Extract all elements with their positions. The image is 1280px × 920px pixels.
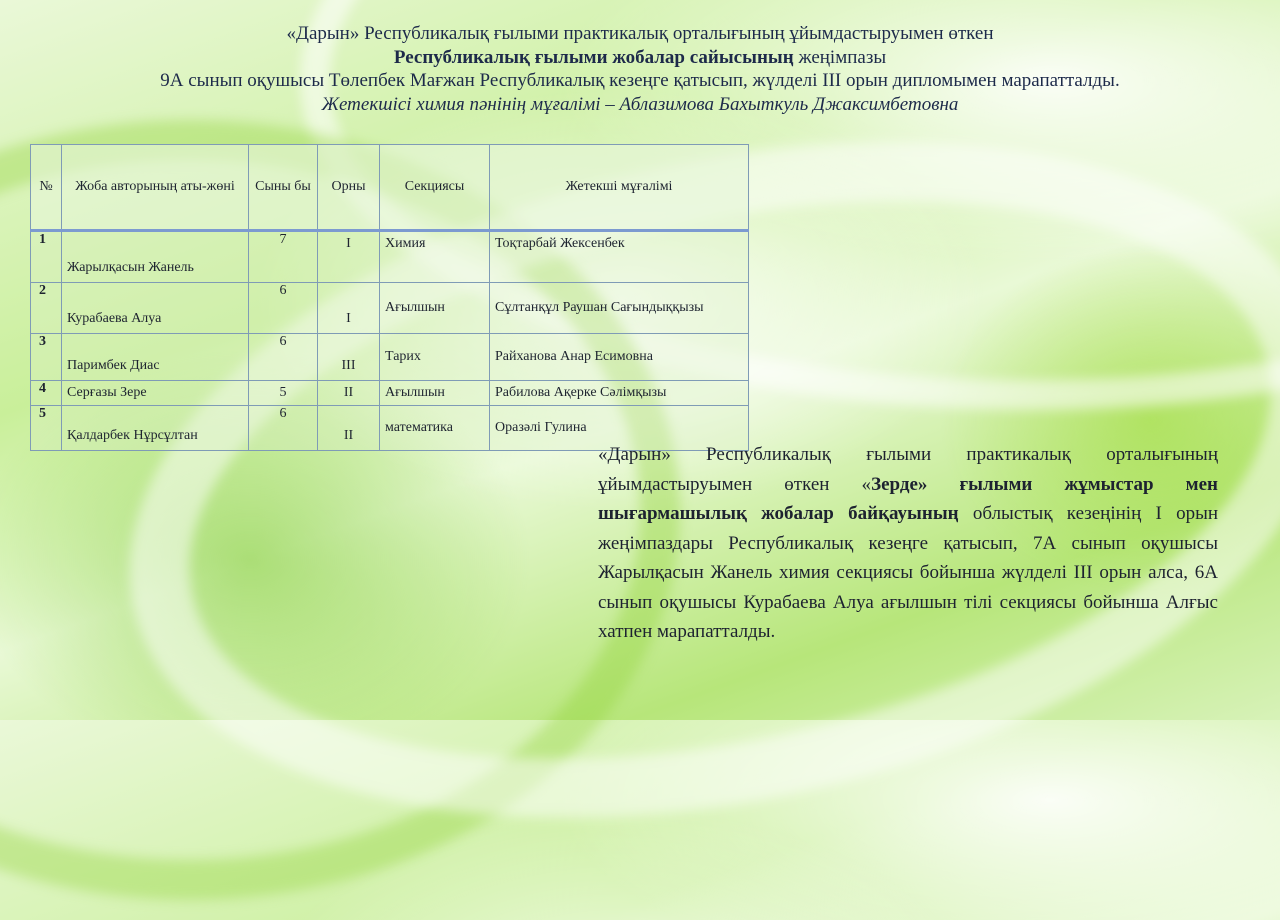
- cell-section: Ағылшын: [380, 283, 490, 334]
- cell-supervisor: Сұлтанқұл Раушан Сағындыққызы: [490, 283, 749, 334]
- header-line-4: [0, 93, 1280, 117]
- cell-supervisor: Рабилова Ақерке Сәлімқызы: [490, 381, 749, 406]
- cell-num: 3: [31, 334, 62, 381]
- slide-header: [0, 22, 1280, 116]
- col-header-place: Орны: [318, 145, 380, 231]
- cell-supervisor: Оразәлі Гулина: [490, 406, 749, 451]
- table-row: [31, 283, 749, 334]
- cell-place: I: [318, 283, 380, 334]
- col-header-supervisor: Жетекші мұғалімі: [490, 145, 749, 231]
- cell-place: I: [318, 231, 380, 283]
- cell-num: 1: [31, 231, 62, 283]
- cell-section: Тарих: [380, 334, 490, 381]
- cell-class: 6: [249, 283, 318, 334]
- col-header-num: №: [31, 145, 62, 231]
- cell-num: 5: [31, 406, 62, 451]
- cell-num: 2: [31, 283, 62, 334]
- header-line-1: «Дарын» Республикалық ғылыми практикалық орталығының ұйымдастыруымен өткен: [286, 23, 994, 44]
- header-supervisor: Жетекшісі химия пәнінің мұғалімі – Аблазимова Бахыткуль Джаксимбетовна: [321, 93, 959, 115]
- cell-name: Курабаева Алуа: [62, 283, 249, 334]
- header-line-3: 9А сынып оқушысы Төлепбек Мағжан Республикалық кезеңге қатысып, жүлделі III орын дипломымен марапатталды.: [160, 70, 1120, 91]
- cell-section: математика: [380, 406, 490, 451]
- cell-place: II: [318, 406, 380, 451]
- summary-text: облыстық кезеңінің I орын жеңімпаздары Республикалық кезеңге қатысып, 7А сынып оқушысы Жарылқасын Жанель химия секциясы бойынша жүлделі III орын алса, 6А сынып оқушысы Курабаева Алуа ағылшын тілі секциясы бойынша Алғыс хатпен марапатталды.: [598, 503, 1219, 642]
- header-line-2: [0, 46, 1280, 70]
- cell-supervisor: Тоқтарбай Жексенбек: [490, 231, 749, 283]
- table-header-row: [31, 145, 749, 231]
- cell-section: Ағылшын: [380, 381, 490, 406]
- cell-class: 6: [249, 406, 318, 451]
- summary-text: »: [917, 473, 960, 495]
- cell-num: 4: [31, 381, 62, 406]
- col-header-author: Жоба авторының аты-жөні: [62, 145, 249, 231]
- cell-place: II: [318, 381, 380, 406]
- table-row: [31, 334, 749, 381]
- table-row: [31, 381, 749, 406]
- cell-name: Паримбек Диас: [62, 334, 249, 381]
- summary-paragraph: [598, 440, 1218, 647]
- cell-supervisor: Райханова Анар Есимовна: [490, 334, 749, 381]
- cell-section: Химия: [380, 231, 490, 283]
- results-table: [30, 144, 749, 451]
- table-row: [31, 231, 749, 283]
- header-contest-title: Республикалық ғылыми жобалар сайысының: [393, 46, 794, 68]
- col-header-class: Сыны бы: [249, 145, 318, 231]
- cell-class: 5: [249, 381, 318, 406]
- header-winner-label: жеңімпазы: [798, 46, 887, 68]
- summary-contest-name: Зерде: [871, 473, 918, 495]
- col-header-section: Секциясы: [380, 145, 490, 231]
- cell-class: 6: [249, 334, 318, 381]
- cell-name: Қалдарбек Нұрсұлтан: [62, 406, 249, 451]
- cell-place: III: [318, 334, 380, 381]
- cell-class: 7: [249, 231, 318, 283]
- cell-name: Жарылқасын Жанель: [62, 231, 249, 283]
- summary-contest-title: ғылыми жұмыстар мен шығармашылық жобалар байқауының: [598, 473, 1218, 524]
- summary-text: «Дарын» Республикалық ғылыми практикалық орталығының ұйымдастыруымен өткен «: [598, 444, 1218, 495]
- cell-name: Серғазы Зере: [62, 381, 249, 406]
